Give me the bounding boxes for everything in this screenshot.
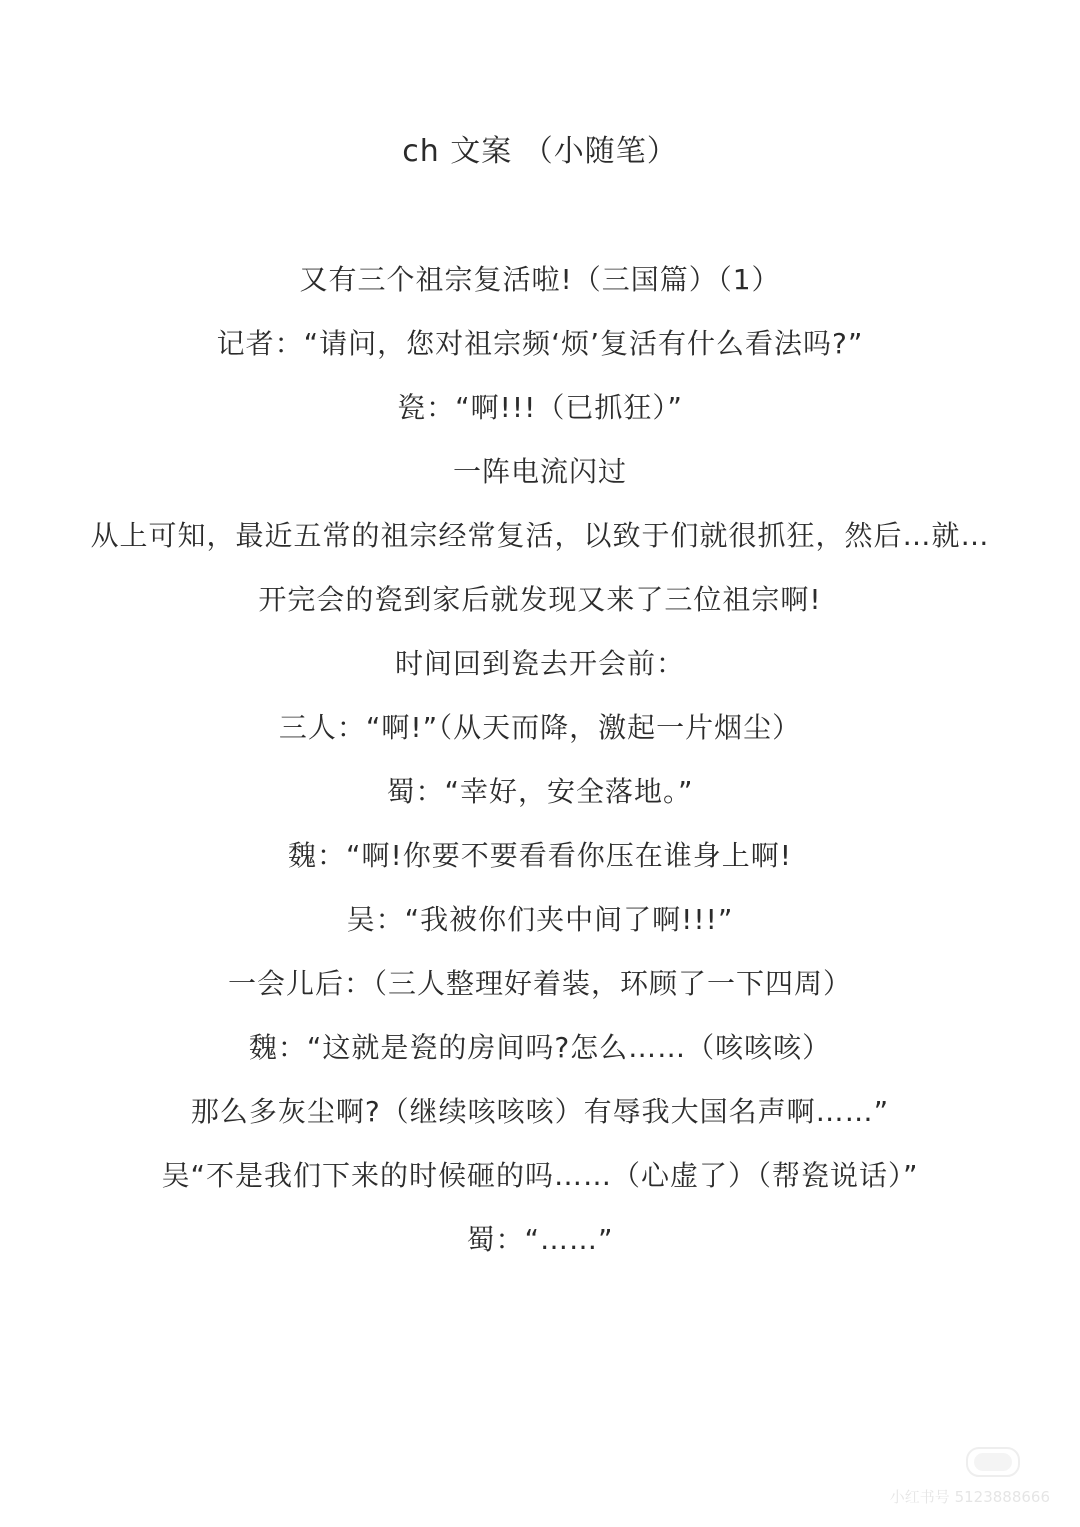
text-line: 开完会的瓷到家后就发现又来了三位祖宗啊! xyxy=(258,583,822,616)
text-line: 一阵电流闪过 xyxy=(452,455,627,488)
text-line: 记者：“请问，您对祖宗频‘烦’复活有什么看法吗?” xyxy=(216,327,864,360)
watermark xyxy=(870,1447,1050,1507)
text-line: 吴“不是我们下来的时候砸的吗……（心虚了）（帮瓷说话）” xyxy=(161,1159,919,1192)
text-line: 那么多灰尘啊?（继续咳咳咳）有辱我大国名声啊……” xyxy=(190,1095,890,1128)
text-line: 蜀：“幸好，安全落地。” xyxy=(386,775,694,808)
text-line: 一会儿后：（三人整理好着装，环顾了一下四周） xyxy=(227,967,852,1000)
text-line: 又有三个祖宗复活啦!（三国篇）（1） xyxy=(299,263,781,296)
text-line: 瓷：“啊!!!（已抓狂）” xyxy=(397,391,683,424)
text-line: 蜀：“……” xyxy=(466,1223,614,1256)
text-line: 吴：“我被你们夹中间了啊!!!” xyxy=(346,903,734,936)
page-title: ch 文案 （小随笔） xyxy=(402,134,678,169)
text-line: 时间回到瓷去开会前： xyxy=(394,647,685,680)
text-line: 魏：“啊!你要不要看看你压在谁身上啊! xyxy=(288,839,792,872)
watermark-text: 小红书号 5123888666 xyxy=(889,1488,1050,1506)
xiaohongshu-logo-icon xyxy=(966,1447,1020,1477)
text-line: 三人：“啊!”（从天而降，激起一片烟尘） xyxy=(278,711,802,744)
text-line: 从上可知，最近五常的祖宗经常复活，以致于们就很抓狂，然后…就… xyxy=(90,519,990,552)
document-body xyxy=(0,254,1080,1278)
text-line: 魏：“这就是瓷的房间吗?怎么……（咳咳咳） xyxy=(248,1031,832,1064)
